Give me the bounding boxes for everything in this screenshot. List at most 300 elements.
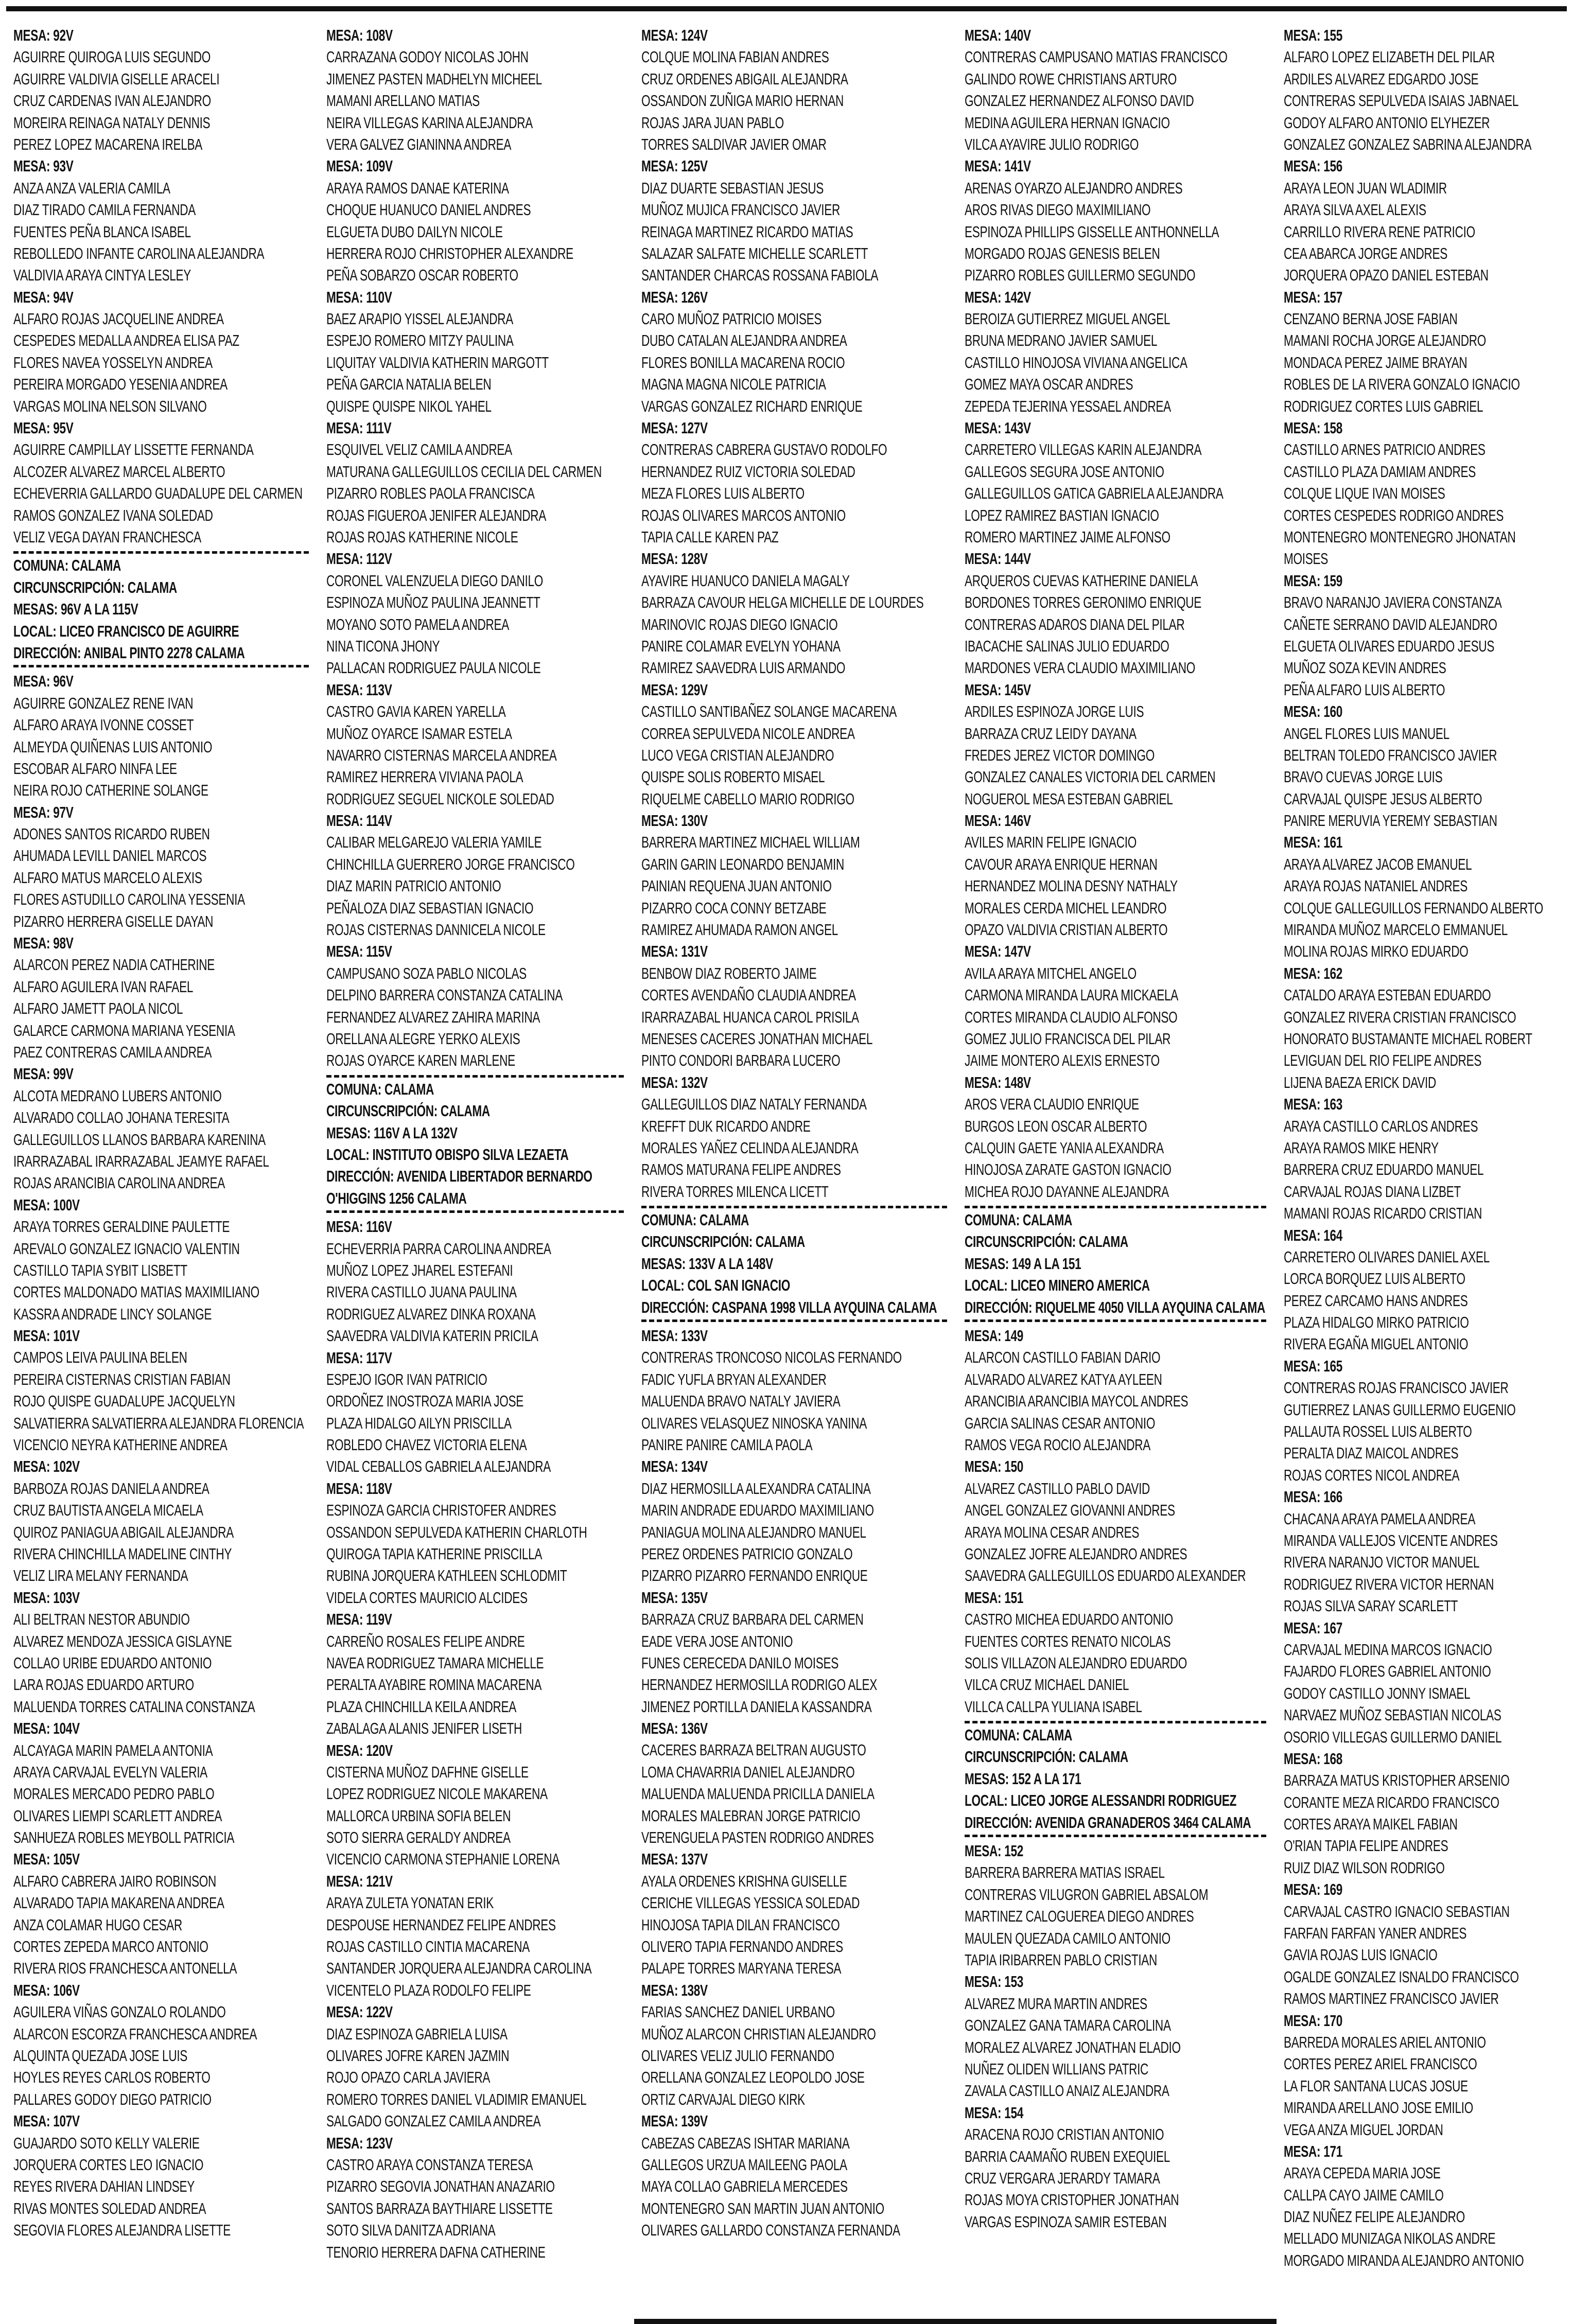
voter-name: QUIROZ PANIAGUA ABIGAIL ALEJANDRA	[13, 1523, 234, 1541]
voter-name: GONZALEZ CANALES VICTORIA DEL CARMEN	[965, 768, 1216, 786]
voter-name: ZABALAGA ALANIS JENIFER LISETH	[326, 1720, 522, 1738]
voter-name: RAMIREZ SAAVEDRA LUIS ARMANDO	[641, 659, 846, 677]
voter-name: SALVATIERRA SALVATIERRA ALEJANDRA FLORENCIA	[13, 1414, 304, 1432]
voter-name: OSSANDON SEPULVEDA KATHERIN CHARLOTH	[326, 1523, 587, 1541]
mesa-header: MESA: 92V	[13, 27, 74, 44]
mesa-header: MESA: 111V	[326, 419, 392, 437]
voter-name: PEÑA ALFARO LUIS ALBERTO	[1284, 681, 1445, 699]
voter-name: PANIRE COLAMAR EVELYN YOHANA	[641, 637, 841, 655]
voter-name: ROJAS ROJAS KATHERINE NICOLE	[326, 529, 518, 546]
voter-name: CARVAJAL ROJAS DIANA LIZBET	[1284, 1183, 1461, 1201]
voter-name: BORDONES TORRES GERONIMO ENRIQUE	[965, 594, 1201, 612]
mesa-header: MESA: 117V	[326, 1349, 392, 1367]
voter-name: ARENAS OYARZO ALEJANDRO ANDRES	[965, 179, 1183, 197]
location-info-line: DIRECCIÓN: ANIBAL PINTO 2278 CALAMA	[13, 644, 245, 662]
mesa-header: MESA: 114V	[326, 812, 392, 830]
voter-name: HOYLES REYES CARLOS ROBERTO	[13, 2069, 211, 2087]
voter-name: MEZA FLORES LUIS ALBERTO	[641, 485, 805, 503]
voter-name: VILCA AYAVIRE JULIO RODRIGO	[965, 135, 1139, 153]
voter-name: FARFAN FARFAN YANER ANDRES	[1284, 1925, 1467, 1943]
voter-name: RODRIGUEZ CORTES LUIS GABRIEL	[1284, 397, 1483, 415]
voter-name: LEVIGUAN DEL RIO FELIPE ANDRES	[1284, 1052, 1482, 1070]
voter-name: BURGOS LEON OSCAR ALBERTO	[965, 1117, 1147, 1135]
voter-name: MONTENEGRO MONTENEGRO JHONATAN MOISES	[1284, 528, 1516, 568]
mesa-header: MESA: 98V	[13, 935, 74, 953]
voter-name: MONDACA PEREZ JAIME BRAYAN	[1284, 354, 1467, 372]
voter-name: ALCOZER ALVAREZ MARCEL ALBERTO	[13, 463, 225, 481]
voter-name: PANIRE MERUVIA YEREMY SEBASTIAN	[1284, 812, 1497, 830]
voter-name: PEÑA GARCIA NATALIA BELEN	[326, 376, 492, 394]
voter-name: ARANCIBIA ARANCIBIA MAYCOL ANDRES	[965, 1393, 1189, 1411]
voter-name: LOPEZ RODRIGUEZ NICOLE MAKARENA	[326, 1785, 548, 1803]
voter-name: MEDINA AGUILERA HERNAN IGNACIO	[965, 114, 1170, 132]
voter-name: PALLAUTA ROSSEL LUIS ALBERTO	[1284, 1423, 1472, 1441]
voter-name: FERNANDEZ ALVAREZ ZAHIRA MARINA	[326, 1008, 540, 1026]
mesa-header: MESA: 145V	[965, 681, 1031, 699]
voter-name: FLORES BONILLA MACARENA ROCIO	[641, 354, 845, 372]
voter-name: MALUENDA MALUENDA PRICILLA DANIELA	[641, 1785, 875, 1803]
mesa-header: MESA: 135V	[641, 1589, 708, 1607]
mesa-header: MESA: 132V	[641, 1073, 708, 1091]
location-info-line: COMUNA: CALAMA	[13, 557, 121, 575]
mesa-header: MESA: 124V	[641, 27, 708, 44]
voter-name: ARAYA CARVAJAL EVELYN VALERIA	[13, 1763, 207, 1781]
voter-name: ARAYA LEON JUAN WLADIMIR	[1284, 179, 1447, 197]
voter-name: ALVARADO ALVAREZ KATYA AYLEEN	[965, 1370, 1162, 1388]
voter-name: COLQUE GALLEGUILLOS FERNANDO ALBERTO	[1284, 899, 1544, 917]
voter-name: SAAVEDRA GALLEGUILLOS EDUARDO ALEXANDER	[965, 1567, 1246, 1585]
voter-name: CRUZ CARDENAS IVAN ALEJANDRO	[13, 92, 211, 110]
voter-name: CESPEDES MEDALLA ANDREA ELISA PAZ	[13, 332, 239, 350]
voter-name: PAINIAN REQUENA JUAN ANTONIO	[641, 877, 832, 895]
voter-name: MARDONES VERA CLAUDIO MAXIMILIANO	[965, 659, 1196, 677]
voter-name: KREFFT DUK RICARDO ANDRE	[641, 1117, 811, 1135]
voter-name: AROS VERA CLAUDIO ENRIQUE	[965, 1096, 1139, 1114]
mesa-header: MESA: 121V	[326, 1872, 393, 1890]
voter-name: SOTO SIERRA GERALDY ANDREA	[326, 1829, 511, 1847]
location-info-line: DIRECCIÓN: CASPANA 1998 VILLA AYQUINA CALAMA	[641, 1298, 937, 1316]
location-info-line: CIRCUNSCRIPCIÓN: CALAMA	[641, 1233, 805, 1251]
voter-name: PLAZA CHINCHILLA KEILA ANDREA	[326, 1698, 516, 1716]
column-4	[957, 6, 1277, 2324]
voter-name: ALVAREZ MENDOZA JESSICA GISLAYNE	[13, 1632, 232, 1650]
voter-name: ROJO QUISPE GUADALUPE JACQUELYN	[13, 1393, 235, 1411]
voter-name: VICENCIO CARMONA STEPHANIE LORENA	[326, 1851, 560, 1869]
voter-name: AREVALO GONZALEZ IGNACIO VALENTIN	[13, 1240, 240, 1258]
voter-name: RODRIGUEZ RIVERA VICTOR HERNAN	[1284, 1575, 1494, 1593]
mesa-header: MESA: 136V	[641, 1720, 708, 1738]
voter-name: PIZARRO ROBLES PAOLA FRANCISCA	[326, 485, 535, 503]
mesa-header: MESA: 166	[1284, 1488, 1342, 1506]
voter-name: VERA GALVEZ GIANINNA ANDREA	[326, 135, 512, 153]
voter-name: ZEPEDA TEJERINA YESSAEL ANDREA	[965, 397, 1171, 415]
voter-name: GODOY CASTILLO JONNY ISMAEL	[1284, 1684, 1471, 1702]
voter-name: FARIAS SANCHEZ DANIEL URBANO	[641, 2003, 835, 2021]
voter-name: ARDILES ESPINOZA JORGE LUIS	[965, 703, 1144, 721]
mesa-header: MESA: 153	[965, 1973, 1023, 1991]
voter-name: ALCAYAGA MARIN PAMELA ANTONIA	[13, 1741, 213, 1759]
voter-name: PERALTA AYABIRE ROMINA MACARENA	[326, 1676, 542, 1694]
voter-name: ROJAS ARANCIBIA CAROLINA ANDREA	[13, 1174, 225, 1192]
voter-name: NARVAEZ MUÑOZ SEBASTIAN NICOLAS	[1284, 1706, 1501, 1724]
voter-name: RAMOS MATURANA FELIPE ANDRES	[641, 1161, 841, 1179]
voter-name: CORTES CESPEDES RODRIGO ANDRES	[1284, 506, 1504, 524]
voter-name: OPAZO VALDIVIA CRISTIAN ALBERTO	[965, 921, 1168, 939]
voter-name: ANGEL FLORES LUIS MANUEL	[1284, 725, 1449, 743]
voter-name: PIZARRO HERRERA GISELLE DAYAN	[13, 912, 214, 930]
mesa-header: MESA: 125V	[641, 157, 708, 175]
voter-name: MAGNA MAGNA NICOLE PATRICIA	[641, 376, 826, 394]
voter-name: ESPEJO ROMERO MITZY PAULINA	[326, 332, 514, 350]
voter-name: CENZANO BERNA JOSE FABIAN	[1284, 310, 1458, 328]
voter-name: VELIZ LIRA MELANY FERNANDA	[13, 1567, 188, 1585]
voter-name: BAEZ ARAPIO YISSEL ALEJANDRA	[326, 310, 514, 328]
voter-name: DUBO CATALAN ALEJANDRA ANDREA	[641, 332, 847, 350]
mesa-header: MESA: 152	[965, 1842, 1023, 1860]
voter-name: BELTRAN TOLEDO FRANCISCO JAVIER	[1284, 746, 1497, 764]
voter-name: CERICHE VILLEGAS YESSICA SOLEDAD	[641, 1894, 860, 1912]
mesa-header: MESA: 113V	[326, 681, 392, 699]
voter-name: MAMANI ROCHA JORGE ALEJANDRO	[1284, 332, 1487, 350]
voter-name: SANTANDER JORQUERA ALEJANDRA CAROLINA	[326, 1960, 592, 1978]
voter-name: DIAZ NUÑEZ FELIPE ALEJANDRO	[1284, 2208, 1465, 2226]
location-info-line: COMUNA: CALAMA	[965, 1211, 1072, 1229]
mesa-header: MESA: 144V	[965, 550, 1031, 568]
voter-name: FUENTES PEÑA BLANCA ISABEL	[13, 223, 191, 241]
voter-name: MOLINA ROJAS MIRKO EDUARDO	[1284, 943, 1469, 961]
voter-name: DIAZ TIRADO CAMILA FERNANDA	[13, 201, 196, 219]
mesa-header: MESA: 99V	[13, 1065, 74, 1083]
mesa-header: MESA: 107V	[13, 2112, 80, 2131]
voter-name: GONZALEZ RIVERA CRISTIAN FRANCISCO	[1284, 1008, 1516, 1026]
voter-name: MORGADO MIRANDA ALEJANDRO ANTONIO	[1284, 2251, 1524, 2269]
voter-name: VARGAS ESPINOZA SAMIR ESTEBAN	[965, 2213, 1167, 2231]
voter-name: LIJENA BAEZA ERICK DAVID	[1284, 1073, 1437, 1091]
voter-name: MUÑOZ LOPEZ JHAREL ESTEFANI	[326, 1261, 513, 1279]
voter-name: AGUILERA VIÑAS GONZALO ROLANDO	[13, 2003, 226, 2021]
voter-name: RIVERA TORRES MILENCA LICETT	[641, 1183, 829, 1201]
mesa-header: MESA: 123V	[326, 2134, 393, 2152]
voter-name: CHACANA ARAYA PAMELA ANDREA	[1284, 1510, 1476, 1528]
voter-name: BARBOZA ROJAS DANIELA ANDREA	[13, 1480, 209, 1498]
voter-name: ALI BELTRAN NESTOR ABUNDIO	[13, 1611, 190, 1629]
voter-name: MIRANDA VALLEJOS VICENTE ANDRES	[1284, 1531, 1498, 1550]
voter-name: MAMANI ROJAS RICARDO CRISTIAN	[1284, 1205, 1482, 1223]
voter-name: PIZARRO COCA CONNY BETZABE	[641, 899, 827, 917]
voter-name: CASTILLO SANTIBAÑEZ SOLANGE MACARENA	[641, 703, 897, 721]
location-info-line: DIRECCIÓN: AVENIDA LIBERTADOR BERNARDO O'HIGGINS 1256 CALAMA	[326, 1168, 592, 1207]
voter-name: CARVAJAL CASTRO IGNACIO SEBASTIAN	[1284, 1903, 1510, 1921]
mesa-header: MESA: 127V	[641, 419, 708, 437]
mesa-header: MESA: 137V	[641, 1851, 708, 1869]
voter-name: MAULEN QUEZADA CAMILO ANTONIO	[965, 1929, 1170, 1947]
polling-location-block	[965, 1206, 1266, 1322]
voter-name: ECHEVERRIA PARRA CAROLINA ANDREA	[326, 1240, 551, 1258]
location-info-line: COMUNA: CALAMA	[965, 1727, 1072, 1745]
voter-name: LIQUITAY VALDIVIA KATHERIN MARGOTT	[326, 354, 549, 372]
mesa-header: MESA: 134V	[641, 1458, 708, 1476]
voter-name: CONTRERAS ADAROS DIANA DEL PILAR	[965, 615, 1185, 633]
voter-name: GONZALEZ JOFRE ALEJANDRO ANDRES	[965, 1545, 1187, 1563]
voter-name: CARREÑO ROSALES FELIPE ANDRE	[326, 1632, 525, 1650]
voter-name: GARCIA SALINAS CESAR ANTONIO	[965, 1414, 1156, 1432]
voter-name: RAMOS VEGA ROCIO ALEJANDRA	[965, 1436, 1151, 1454]
voter-name: ROJO OPAZO CARLA JAVIERA	[326, 2069, 491, 2087]
voter-name: ANZA COLAMAR HUGO CESAR	[13, 1916, 183, 1934]
polling-location-block	[965, 1721, 1266, 1837]
voter-name: ROMERO TORRES DANIEL VLADIMIR EMANUEL	[326, 2090, 587, 2108]
voter-name: DIAZ DUARTE SEBASTIAN JESUS	[641, 179, 824, 197]
voter-name: CAMPUSANO SOZA PABLO NICOLAS	[326, 964, 527, 982]
voter-name: GALLEGOS SEGURA JOSE ANTONIO	[965, 463, 1164, 481]
voter-name: PEREZ CARCAMO HANS ANDRES	[1284, 1292, 1468, 1310]
voter-name: CAVOUR ARAYA ENRIQUE HERNAN	[965, 855, 1158, 873]
voter-name: CHINCHILLA GUERRERO JORGE FRANCISCO	[326, 855, 575, 873]
voter-name: CASTILLO PLAZA DAMIAM ANDRES	[1284, 463, 1476, 481]
voter-name: OLIVERO TAPIA FERNANDO ANDRES	[641, 1938, 843, 1956]
voter-name: OSORIO VILLEGAS GUILLERMO DANIEL	[1284, 1728, 1502, 1746]
mesa-header: MESA: 165	[1284, 1357, 1342, 1375]
voter-name: AVILES MARIN FELIPE IGNACIO	[965, 834, 1137, 852]
voter-name: IBACACHE SALINAS JULIO EDUARDO	[965, 637, 1169, 655]
voter-name: ANGEL GONZALEZ GIOVANNI ANDRES	[965, 1502, 1175, 1520]
mesa-header: MESA: 169	[1284, 1881, 1342, 1899]
voter-name: CAMPOS LEIVA PAULINA BELEN	[13, 1349, 187, 1367]
location-info-line: MESAS: 152 A LA 171	[965, 1770, 1081, 1788]
voter-name: VICENTELO PLAZA RODOLFO FELIPE	[326, 1981, 531, 1999]
voter-name: GONZALEZ HERNANDEZ ALFONSO DAVID	[965, 92, 1194, 110]
location-info-line: MESAS: 96V A LA 115V	[13, 601, 138, 619]
voter-name: GALLEGUILLOS GATICA GABRIELA ALEJANDRA	[965, 485, 1224, 503]
mesa-header: MESA: 130V	[641, 812, 708, 830]
voter-name: AHUMADA LEVILL DANIEL MARCOS	[13, 847, 207, 865]
mesa-header: MESA: 150	[965, 1458, 1023, 1476]
voter-name: ESPINOZA MUÑOZ PAULINA JEANNETT	[326, 594, 540, 612]
voter-name: ROJAS OLIVARES MARCOS ANTONIO	[641, 506, 846, 524]
voter-name: MENESES CACERES JONATHAN MICHAEL	[641, 1030, 873, 1048]
voter-name: COLQUE LIQUE IVAN MOISES	[1284, 485, 1445, 503]
voter-name: BARRAZA CAVOUR HELGA MICHELLE DE LOURDES	[641, 594, 924, 612]
voter-name: CAÑETE SERRANO DAVID ALEJANDRO	[1284, 615, 1497, 633]
voter-name: VERENGUELA PASTEN RODRIGO ANDRES	[641, 1829, 874, 1847]
mesa-header: MESA: 109V	[326, 157, 393, 175]
voter-name: PINTO CONDORI BARBARA LUCERO	[641, 1052, 841, 1070]
voter-name: NUÑEZ OLIDEN WILLIANS PATRIC	[965, 2060, 1149, 2078]
voter-name: MICHEA ROJO DAYANNE ALEJANDRA	[965, 1183, 1169, 1201]
voter-name: MUÑOZ MUJICA FRANCISCO JAVIER	[641, 201, 841, 219]
voter-name: ALCOTA MEDRANO LUBERS ANTONIO	[13, 1087, 222, 1105]
voter-name: HINOJOSA TAPIA DILAN FRANCISCO	[641, 1916, 840, 1934]
mesa-header: MESA: 129V	[641, 681, 708, 699]
mesa-header: MESA: 156	[1284, 157, 1342, 175]
voter-name: ARACENA ROJO CRISTIAN ANTONIO	[965, 2126, 1164, 2144]
voter-name: MUÑOZ OYARCE ISAMAR ESTELA	[326, 725, 512, 743]
voter-name: ESPEJO IGOR IVAN PATRICIO	[326, 1370, 487, 1388]
mesa-header: MESA: 118V	[326, 1480, 392, 1498]
location-info-line: LOCAL: COL SAN IGNACIO	[641, 1277, 790, 1295]
voter-name: CALLPA CAYO JAIME CAMILO	[1284, 2186, 1444, 2204]
voter-name: MALUENDA TORRES CATALINA CONSTANZA	[13, 1698, 255, 1716]
voter-name: MALUENDA BRAVO NATALY JAVIERA	[641, 1393, 841, 1411]
voter-name: CORTES PEREZ ARIEL FRANCISCO	[1284, 2055, 1477, 2073]
voter-name: RUBINA JORQUERA KATHLEEN SCHLODMIT	[326, 1567, 567, 1585]
mesa-header: MESA: 170	[1284, 2012, 1342, 2030]
voter-name: CEA ABARCA JORGE ANDRES	[1284, 244, 1448, 262]
voter-name: QUIROGA TAPIA KATHERINE PRISCILLA	[326, 1545, 543, 1563]
mesa-header: MESA: 102V	[13, 1458, 80, 1476]
mesa-header: MESA: 163	[1284, 1096, 1342, 1114]
polling-location-block	[13, 551, 309, 667]
voter-name: PALAPE TORRES MARYANA TERESA	[641, 1960, 842, 1978]
voter-name: GALINDO ROWE CHRISTIANS ARTURO	[965, 70, 1177, 88]
voter-name: EADE VERA JOSE ANTONIO	[641, 1632, 793, 1650]
mesa-header: MESA: 131V	[641, 943, 708, 961]
mesa-header: MESA: 138V	[641, 1981, 708, 1999]
voter-name: MARIN ANDRADE EDUARDO MAXIMILIANO	[641, 1502, 874, 1520]
mesa-header: MESA: 141V	[965, 157, 1031, 175]
mesa-header: MESA: 168	[1284, 1750, 1342, 1768]
voter-name: ARAYA CASTILLO CARLOS ANDRES	[1284, 1117, 1478, 1135]
voter-name: BARRERA BARRERA MATIAS ISRAEL	[965, 1864, 1165, 1882]
voter-name: CRUZ VERGARA JERARDY TAMARA	[965, 2169, 1160, 2187]
voter-name: SAAVEDRA VALDIVIA KATERIN PRICILA	[326, 1327, 538, 1345]
voter-name: VELIZ VEGA DAYAN FRANCHESCA	[13, 529, 201, 546]
voter-name: TAPIA CALLE KAREN PAZ	[641, 528, 779, 546]
voter-name: VILLCA CALLPA YULIANA ISABEL	[965, 1698, 1142, 1716]
voter-name: VILCA CRUZ MICHAEL DANIEL	[965, 1676, 1129, 1694]
voter-name: CONTRERAS CAMPUSANO MATIAS FRANCISCO	[965, 48, 1228, 66]
voter-name: MARINOVIC ROJAS DIEGO IGNACIO	[641, 615, 838, 633]
voter-name: GALARCE CARMONA MARIANA YESENIA	[13, 1022, 235, 1040]
voter-name: ALFARO MATUS MARCELO ALEXIS	[13, 869, 202, 887]
voter-name: BARRAZA CRUZ LEIDY DAYANA	[965, 725, 1137, 743]
voter-name: PEREIRA MORGADO YESENIA ANDREA	[13, 376, 228, 394]
location-info-line: MESAS: 116V A LA 132V	[326, 1124, 458, 1142]
voter-name: PEÑALOZA DIAZ SEBASTIAN IGNACIO	[326, 899, 534, 917]
voter-name: ROJAS JARA JUAN PABLO	[641, 114, 784, 132]
voter-name: ARAYA RAMOS MIKE HENRY	[1284, 1139, 1439, 1157]
voter-name: ALVAREZ CASTILLO PABLO DAVID	[965, 1480, 1150, 1498]
voter-name: ESPINOZA PHILLIPS GISSELLE ANTHONNELLA	[965, 223, 1219, 241]
voter-name: SANTANDER CHARCAS ROSSANA FABIOLA	[641, 267, 879, 285]
voter-name: CORANTE MEZA RICARDO FRANCISCO	[1284, 1793, 1499, 1811]
voter-name: TENORIO HERRERA DAFNA CATHERINE	[326, 2243, 546, 2261]
mesa-header: MESA: 104V	[13, 1720, 80, 1738]
voter-name: MONTENEGRO SAN MARTIN JUAN ANTONIO	[641, 2199, 884, 2217]
voter-name: ARAYA ALVAREZ JACOB EMANUEL	[1284, 855, 1472, 873]
voter-name: TORRES SALDIVAR JAVIER OMAR	[641, 135, 827, 153]
voter-name: CACERES BARRAZA BELTRAN AUGUSTO	[641, 1741, 866, 1759]
voter-name: FLORES ASTUDILLO CAROLINA YESSENIA	[13, 891, 245, 909]
polling-location-block	[641, 1206, 947, 1322]
voter-name: PLAZA HIDALGO MIRKO PATRICIO	[1284, 1314, 1469, 1332]
voter-name: PEREZ ORDENES PATRICIO GONZALO	[641, 1545, 853, 1563]
mesa-header: MESA: 94V	[13, 288, 74, 306]
voter-name: CASTILLO HINOJOSA VIVIANA ANGELICA	[965, 354, 1187, 372]
voter-name: SOTO SILVA DANITZA ADRIANA	[326, 2222, 496, 2240]
voter-name: VIDELA CORTES MAURICIO ALCIDES	[326, 1589, 528, 1607]
voter-name: JAIME MONTERO ALEXIS ERNESTO	[965, 1052, 1160, 1070]
voter-name: ELGUETA OLIVARES EDUARDO JESUS	[1284, 637, 1495, 655]
voter-name: CHOQUE HUANUCO DANIEL ANDRES	[326, 201, 531, 219]
voter-name: IRARRAZABAL IRARRAZABAL JEAMYE RAFAEL	[13, 1152, 269, 1170]
mesa-header: MESA: 101V	[13, 1327, 80, 1345]
voter-name: FUNES CERECEDA DANILO MOISES	[641, 1654, 839, 1672]
voter-name: PIZARRO SEGOVIA JONATHAN ANAZARIO	[326, 2178, 555, 2196]
voter-name: CASTRO ARAYA CONSTANZA TERESA	[326, 2156, 533, 2174]
mesa-header: MESA: 110V	[326, 288, 392, 306]
column-2	[319, 6, 634, 2324]
voter-name: BARRAZA CRUZ BARBARA DEL CARMEN	[641, 1611, 864, 1629]
voter-name: MIRANDA MUÑOZ MARCELO EMMANUEL	[1284, 921, 1508, 939]
voter-name: CORTES AVENDAÑO CLAUDIA ANDREA	[641, 987, 856, 1005]
voter-name: MUÑOZ SOZA KEVIN ANDRES	[1284, 659, 1446, 677]
mesa-header: MESA: 155	[1284, 27, 1342, 44]
voter-name: REINAGA MARTINEZ RICARDO MATIAS	[641, 223, 853, 241]
voter-name: CARRETERO VILLEGAS KARIN ALEJANDRA	[965, 441, 1202, 459]
voter-name: NEIRA VILLEGAS KARINA ALEJANDRA	[326, 114, 533, 132]
voter-name: OLIVARES VELASQUEZ NINOSKA YANINA	[641, 1414, 867, 1432]
voter-name: CRUZ ORDENES ABIGAIL ALEJANDRA	[641, 70, 848, 88]
voter-name: ORELLANA GONZALEZ LEOPOLDO JOSE	[641, 2069, 865, 2087]
voter-name: CALIBAR MELGAREJO VALERIA YAMILE	[326, 834, 542, 852]
voter-name: DESPOUSE HERNANDEZ FELIPE ANDRES	[326, 1916, 556, 1934]
mesa-header: MESA: 140V	[965, 27, 1031, 44]
polling-location-block	[326, 1075, 624, 1213]
mesa-header: MESA: 128V	[641, 550, 708, 568]
voter-name: CRUZ BAUTISTA ANGELA MICAELA	[13, 1502, 203, 1520]
voter-name: SALGADO GONZALEZ CAMILA ANDREA	[326, 2112, 541, 2131]
location-info-line: LOCAL: INSTITUTO OBISPO SILVA LEZAETA	[326, 1146, 569, 1164]
voter-name: ALFARO LOPEZ ELIZABETH DEL PILAR	[1284, 48, 1495, 66]
mesa-header: MESA: 126V	[641, 288, 708, 306]
voter-name: GONZALEZ GONZALEZ SABRINA ALEJANDRA	[1284, 135, 1532, 153]
voter-name: DIAZ HERMOSILLA ALEXANDRA CATALINA	[641, 1480, 871, 1498]
mesa-header: MESA: 96V	[13, 673, 74, 691]
voter-name: RODRIGUEZ ALVAREZ DINKA ROXANA	[326, 1305, 536, 1323]
voter-name: BRAVO NARANJO JAVIERA CONSTANZA	[1284, 594, 1502, 612]
voter-name: MALLORCA URBINA SOFIA BELEN	[326, 1807, 511, 1825]
voter-name: LA FLOR SANTANA LUCAS JOSUE	[1284, 2077, 1468, 2095]
voter-name: ALVAREZ MURA MARTIN ANDRES	[965, 1995, 1147, 2013]
voter-name: GALLEGUILLOS LLANOS BARBARA KARENINA	[13, 1131, 266, 1149]
location-info-line: COMUNA: CALAMA	[326, 1080, 434, 1098]
voter-name: MORALES YAÑEZ CELINDA ALEJANDRA	[641, 1139, 859, 1157]
voter-name: MOYANO SOTO PAMELA ANDREA	[326, 615, 510, 633]
voter-name: PAEZ CONTRERAS CAMILA ANDREA	[13, 1044, 212, 1061]
voter-name: CABEZAS CABEZAS ISHTAR MARIANA	[641, 2134, 850, 2152]
voter-name: ARAYA RAMOS DANAE KATERINA	[326, 179, 509, 197]
voter-name: AGUIRRE GONZALEZ RENE IVAN	[13, 694, 194, 712]
mesa-header: MESA: 119V	[326, 1611, 392, 1629]
voter-name: CISTERNA MUÑOZ DAFHNE GISELLE	[326, 1763, 529, 1781]
voter-name: CASTRO GAVIA KAREN YARELLA	[326, 703, 506, 721]
voter-name: ARAYA ROJAS NATANIEL ANDRES	[1284, 877, 1467, 895]
location-info-line: CIRCUNSCRIPCIÓN: CALAMA	[326, 1102, 490, 1120]
column-1	[6, 6, 319, 2324]
voter-name: ROJAS OYARCE KAREN MARLENE	[326, 1052, 515, 1070]
voter-name: JORQUERA CORTES LEO IGNACIO	[13, 2156, 204, 2174]
voter-name: HERNANDEZ RUIZ VICTORIA SOLEDAD	[641, 463, 855, 481]
voter-name: CARVAJAL QUISPE JESUS ALBERTO	[1284, 790, 1482, 808]
voter-name: O'RIAN TAPIA FELIPE ANDRES	[1284, 1837, 1448, 1855]
voter-name: MORALEZ ALVAREZ JONATHAN ELADIO	[965, 2038, 1181, 2056]
voter-name: VARGAS MOLINA NELSON SILVANO	[13, 397, 207, 415]
voter-name: SANHUEZA ROBLES MEYBOLL PATRICIA	[13, 1829, 235, 1847]
mesa-header: MESA: 146V	[965, 812, 1031, 830]
voter-name: AGUIRRE CAMPILLAY LISSETTE FERNANDA	[13, 441, 254, 459]
voter-name: CARRAZANA GODOY NICOLAS JOHN	[326, 48, 529, 66]
